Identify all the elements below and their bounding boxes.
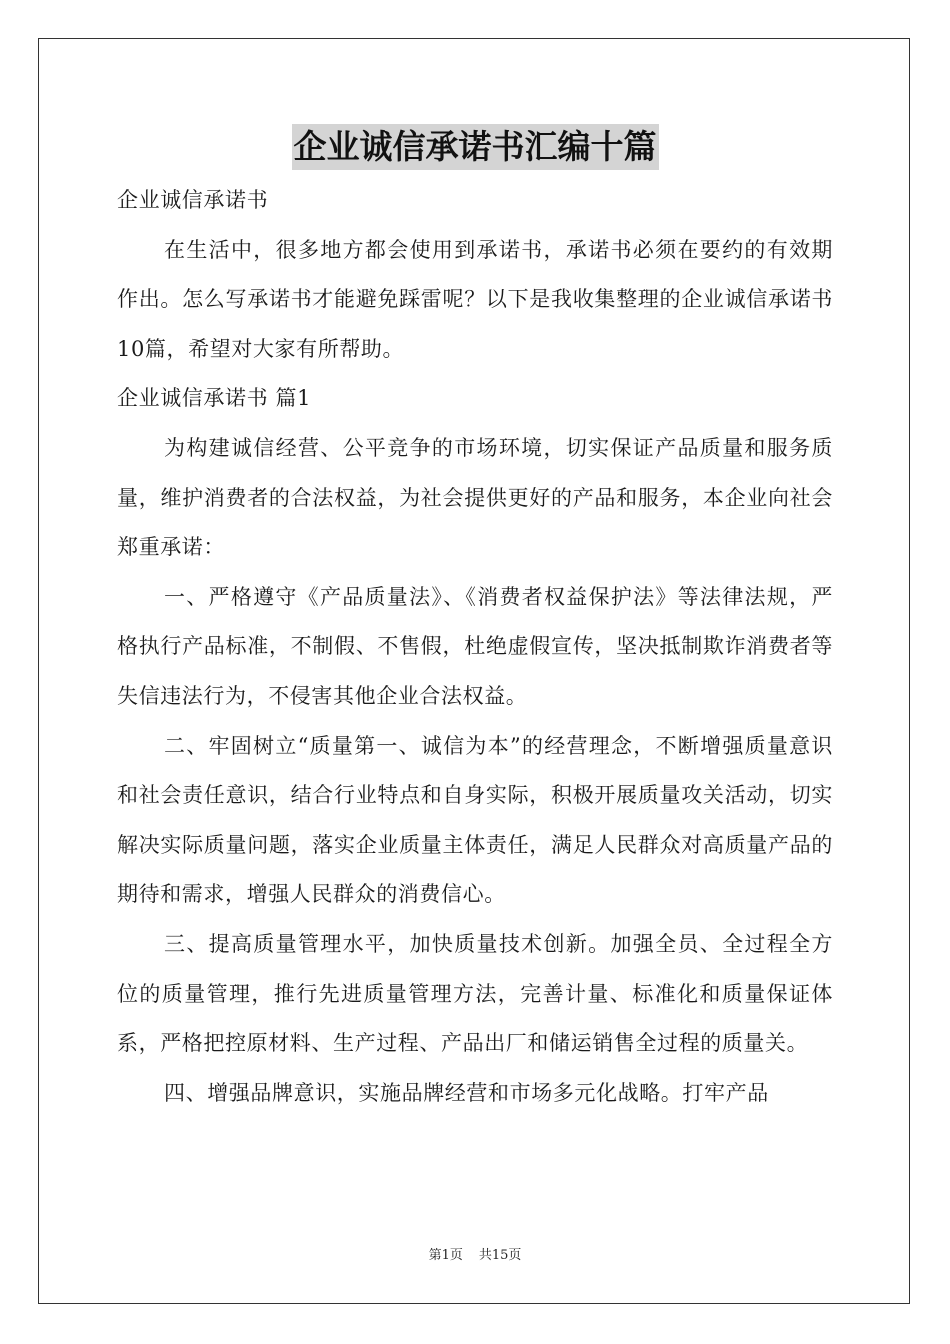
page-footer	[0, 1247, 950, 1265]
title-container	[0, 124, 950, 170]
page-number-current: 第1页	[428, 1248, 463, 1263]
page-number-total: 共15页	[478, 1248, 522, 1263]
paragraph: 四、增强品牌意识，实施品牌经营和市场多元化战略。打牢产品	[164, 1080, 769, 1105]
paragraph: 一、严格遵守《产品质量法》、《消费者权益保护法》等法律法规，严格执行产品标准，不制假、不售假，杜绝虚假宣传，坚决抵制欺诈消费者等失信违法行为，不侵害其他企业合法权益。	[117, 584, 833, 708]
paragraph: 三、提高质量管理水平，加快质量技术创新。加强全员、全过程全方位的质量管理，推行先进质量管理方法，完善计量、标准化和质量保证体系，严格把控原材料、生产过程、产品出厂和储运销售全过程的质量关。	[117, 931, 833, 1056]
paragraph: 二、牢固树立“质量第一、诚信为本”的经营理念，不断增强质量意识和社会责任意识，结合行业特点和自身实际，积极开展质量攻关活动，切实解决实际质量问题，落实企业质量主体责任，满足人民群众对高质量产品的期待和需求，增强人民群众的消费信心。	[117, 733, 833, 907]
paragraph-heading: 企业诚信承诺书	[117, 188, 269, 212]
section-heading: 企业诚信承诺书 篇1	[117, 386, 312, 411]
paragraph-intro: 在生活中，很多地方都会使用到承诺书，承诺书必须在要约的有效期作出。怎么写承诺书才能避免踩雷呢？以下是我收集整理的企业诚信承诺书10篇，希望对大家有所帮助。	[117, 237, 833, 361]
document-title: 企业诚信承诺书汇编十篇	[292, 124, 659, 170]
paragraph: 为构建诚信经营、公平竞争的市场环境，切实保证产品质量和服务质量，维护消费者的合法权益，为社会提供更好的产品和服务，本企业向社会郑重承诺：	[117, 435, 833, 560]
document-body	[117, 176, 833, 1118]
